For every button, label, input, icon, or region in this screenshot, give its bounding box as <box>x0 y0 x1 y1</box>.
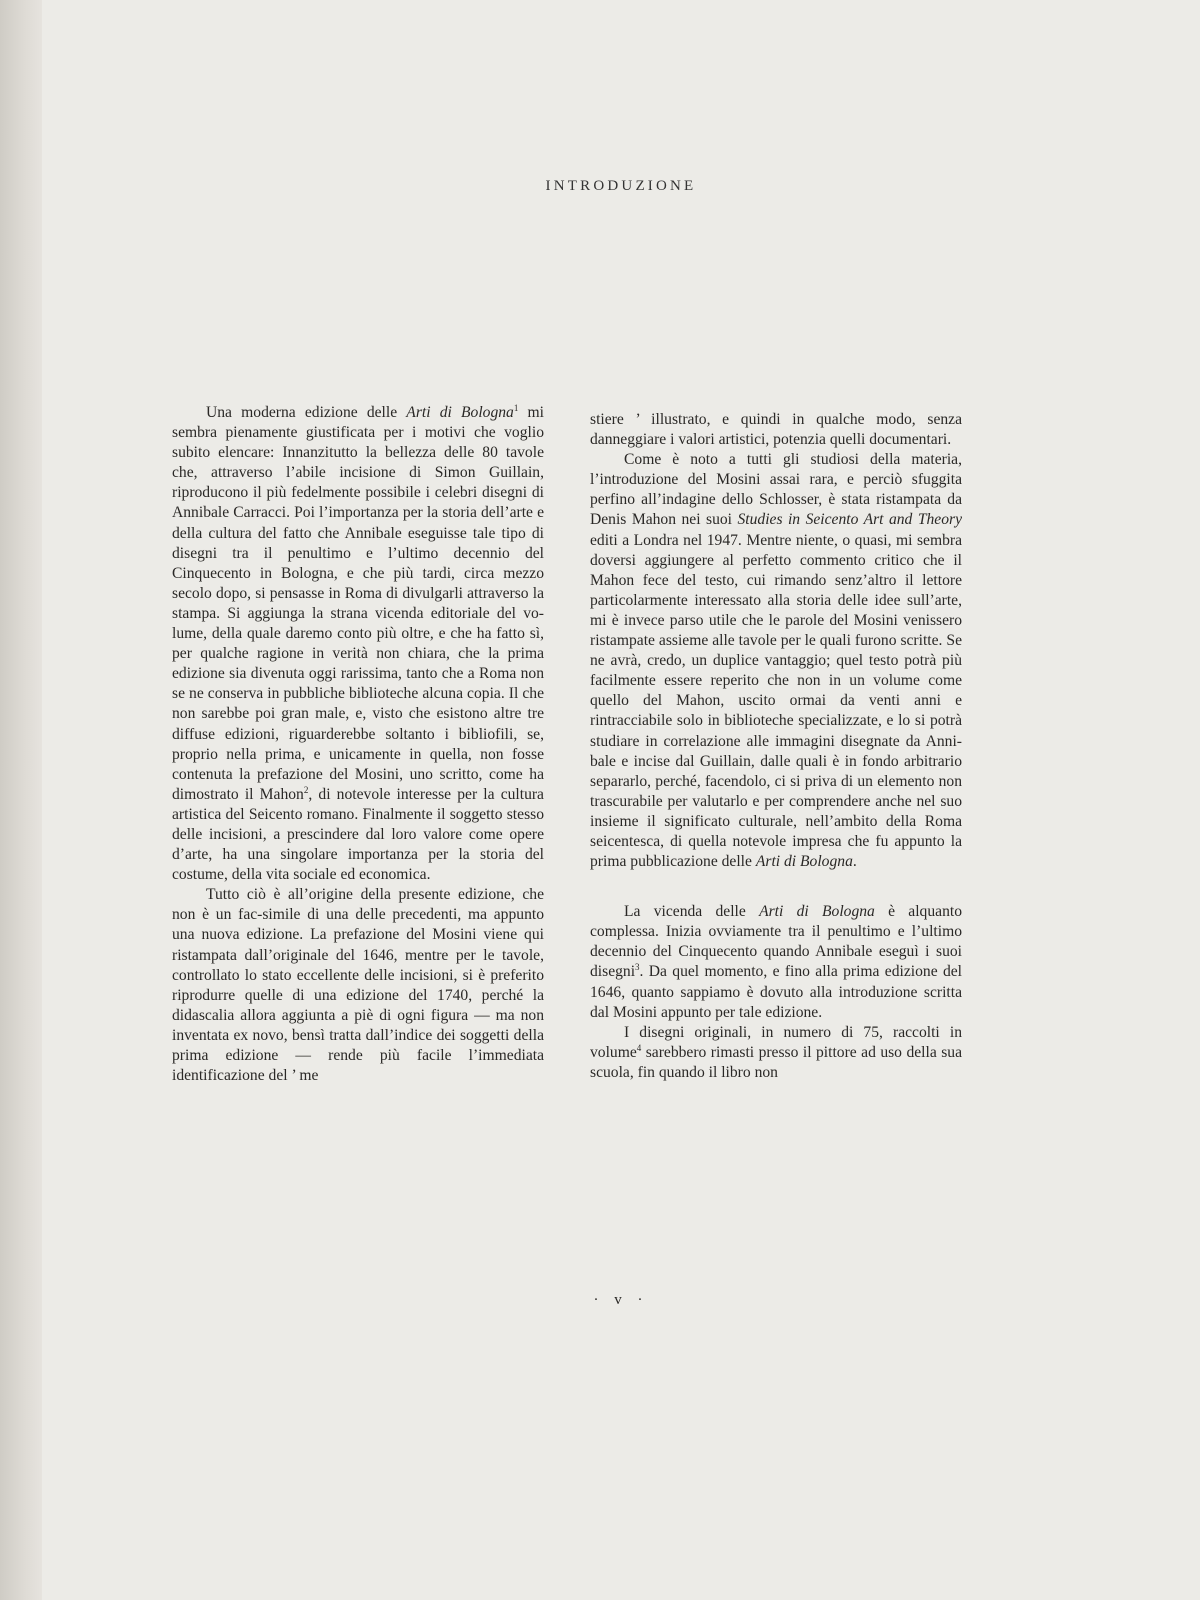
footnote-ref-1: 1 <box>513 403 519 413</box>
text-run: I disegni originali, in numero di 75, raccolti in volume <box>590 1023 962 1061</box>
text-run: mi sembra pienamente giustificata per i motivi che voglio subito elencare: Innanzitutto la bellezza delle 80 tavole che, attraverso l’abile incisione di Simon Guillain, riproducono il più fedelmente possibile i celebri disegni di Annibale Carracci. Poi l’importanza per la storia dell’arte e della cultura del fatto che Annibale eseguisse tale tipo di disegni tra il penultimo e l’ultimo decennio del Cinquecento in Bologna, e che più tardi, circa mezzo secolo dopo, si pensasse in Roma di divulgarli attraverso la stampa. Si aggiunga la strana vicenda editoriale del volume, della quale daremo conto più oltre, e che ha fatto sì, per qualche ragione in verità non chiara, che la prima edizione sia divenuta oggi rarissima, tanto che a Roma non se ne conserva in pubbliche biblioteche alcuna copia. Il che non sarebbe poi gran male, e, visto che esistono altre tre diffuse edizioni, riguarderebbe soltanto i bibliofili, se, proprio nella prima, e unicamente in quella, non fosse contenuta la prefazione del Mosini, uno scritto, come ha dimostrato il Mahon <box>172 404 544 803</box>
text-run: editi a Londra nel 1947. Mentre niente, o quasi, mi sembra doversi aggiungere al perfetto commento critico che il Mahon fece del testo, cui rimando senz’altro il lettore particolarmente interessato alla storia delle idee sull’arte, mi è invece parso utile che le parole del Mosini venissero ristampate assieme alle tavole per le quali furono scritte. Se ne avrà, credo, un duplice vantaggio; quel testo potrà più facilmente essere reperito che non in un volume come quello del Mahon, uscito ormai da venti anni e rintracciabile solo in biblioteche specializzate, e lo si potrà studiare in correlazione alle immagini disegnate da Annibale e incise dal Guillain, dalle quali è in fondo arbitrario separarlo, perché, facendolo, ci si priva di un elemento non trascurabile per valutarlo e per comprendere anche nel suo insieme il significato culturale, nell’ambito della Roma seicentesca, di quella notevole impresa che fu appunto la prima pubblicazione delle <box>590 531 962 871</box>
paragraph-1 <box>172 403 544 885</box>
book-binding-shadow <box>0 0 42 1600</box>
left-column <box>172 403 544 1086</box>
paragraph-4 <box>590 902 962 1023</box>
paragraph-continuation: stiere ’ illustrato, e quindi in qualche modo, senza danneggiare i valori artistici, potenzia quelli documentari. <box>590 411 962 449</box>
text-run: La vicenda delle <box>624 903 760 921</box>
text-run: . <box>852 853 857 871</box>
footnote-ref-3: 3 <box>635 962 640 973</box>
text-run: . Da quel momento, e fino alla prima edizione del 1646, quanto sappiamo è dovuto alla introduzione scritta dal Mosini appunto per tale edizione. <box>590 963 962 1021</box>
italic-title: Arti di Bologna <box>755 853 853 871</box>
text-run: Come è noto a tutti gli studiosi della materia, l’introduzione del Mosini assai rara, e perciò sfuggita perfino all’indagine dello Schlosser, è stata ristampata da Denis Mahon nei suoi <box>590 451 962 529</box>
page-title: INTRODUZIONE <box>545 178 697 194</box>
right-column <box>590 410 962 1083</box>
page-number: · v · <box>593 1292 649 1308</box>
text-run: sarebbero rimasti presso il pittore ad uso della sua scuola, fin quando il libro non <box>590 1043 962 1081</box>
italic-title: Arti di Bologna <box>759 903 875 921</box>
text-run: è alquanto complessa. Inizia ovviamente tra il penultimo e l’ultimo decennio del Cinquecento quando Annibale eseguì i suoi disegni <box>590 903 963 981</box>
italic-title: Studies in Seicento Art and Theory <box>737 511 962 529</box>
paragraph-5 <box>590 1023 962 1083</box>
text-run: Una moderna edizione delle <box>206 404 407 421</box>
footnote-ref-4: 4 <box>636 1042 642 1053</box>
paragraph-2: Tutto ciò è all’origine della presente edizione, che non è un fac-simile di una delle precedenti, ma appunto una nuova edizione. La prefazione del Mosini viene qui ristampata dall’originale del 1646, mentre per le tavole, controllato lo stato eccellente delle incisioni, si è preferito riprodurre quelle di una edizione del 1740, perché la didascalia allora aggiunta a piè di ogni figura — ma non inventata ex novo, bensì tratta dall’indice dei soggetti della prima edizione — rende più facile l’immediata identificazione del ’ me <box>172 886 544 1085</box>
paragraph-3 <box>590 450 962 872</box>
text-run: , di notevole interesse per la cultura artistica del Seicento romano. Finalmente il soggetto stesso delle incisioni, a prescindere dal loro valore come opere d’arte, ha una singolare importanza per la storia del costume, della vita sociale ed economica. <box>172 785 544 884</box>
footnote-ref-2: 2 <box>303 784 309 795</box>
italic-title: Arti di Bologna <box>406 404 514 421</box>
section-gap <box>590 872 962 902</box>
